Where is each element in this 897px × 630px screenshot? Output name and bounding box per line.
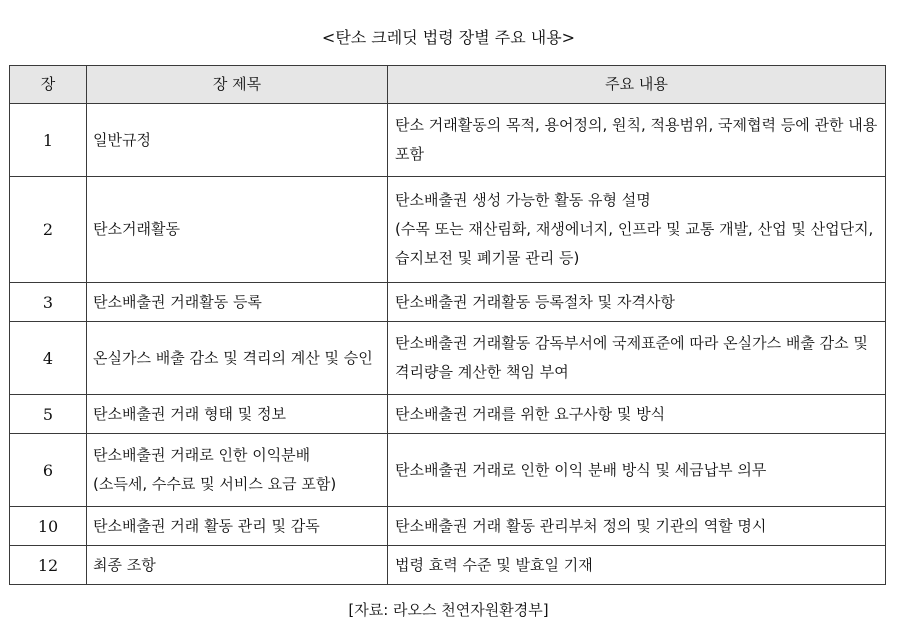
table-row (10, 322, 886, 395)
chapter-title-line: 탄소배출권 거래 형태 및 정보 (93, 404, 286, 423)
chapter-title-line: 온실가스 배출 감소 및 격리의 계산 및 승인 (93, 348, 373, 367)
table-row (10, 546, 886, 585)
chapter-content (388, 395, 886, 434)
table-row (10, 507, 886, 546)
source-caption: [자료: 라오스 천연자원환경부] (348, 601, 549, 619)
chapter-content-line: 탄소배출권 거래활동 감독부서에 국제표준에 따라 온실가스 배출 감소 및 격리량을 계산한 책임 부여 (395, 334, 868, 381)
chapter-title (87, 395, 388, 434)
table-row (10, 177, 886, 283)
header-chapter-title: 장 제목 (87, 66, 388, 104)
chapter-number: 2 (10, 177, 87, 283)
chapter-number: 5 (10, 395, 87, 434)
chapter-number: 12 (10, 546, 87, 585)
table-row (10, 283, 886, 322)
chapter-content (388, 434, 886, 507)
chapter-title (87, 283, 388, 322)
header-chapter: 장 (10, 66, 87, 104)
chapter-title (87, 322, 388, 395)
chapter-title-line: 탄소배출권 거래 활동 관리 및 감독 (93, 516, 320, 535)
chapter-title (87, 104, 388, 177)
chapter-number: 6 (10, 434, 87, 507)
chapter-title (87, 546, 388, 585)
chapter-content (388, 283, 886, 322)
chapter-content-line: 탄소배출권 거래 활동 관리부처 정의 및 기관의 역할 명시 (395, 516, 767, 535)
chapter-content (388, 322, 886, 395)
page-title: <탄소 크레딧 법령 장별 주요 내용> (321, 28, 576, 47)
chapter-number: 4 (10, 322, 87, 395)
chapter-content-line: 법령 효력 수준 및 발효일 기재 (395, 555, 593, 574)
chapter-content (388, 177, 886, 283)
chapter-title (87, 434, 388, 507)
chapter-title-line: 탄소배출권 거래활동 등록 (93, 292, 262, 311)
table-row (10, 104, 886, 177)
table-row (10, 434, 886, 507)
chapter-title-line: (소득세, 수수료 및 서비스 요금 포함) (93, 475, 337, 493)
chapter-content-line: 탄소배출권 거래를 위한 요구사항 및 방식 (395, 404, 666, 423)
chapter-content (388, 546, 886, 585)
chapter-content-line: 탄소배출권 거래활동 등록절차 및 자격사항 (395, 292, 675, 311)
chapter-title-line: 탄소거래활동 (93, 220, 180, 238)
chapter-title (87, 507, 388, 546)
chapter-title-line: 탄소배출권 거래로 인한 이익분배 (93, 446, 311, 464)
chapter-number: 10 (10, 507, 87, 546)
chapter-number: 3 (10, 283, 87, 322)
chapter-content-line: 탄소배출권 거래로 인한 이익 분배 방식 및 세금납부 의무 (395, 460, 767, 479)
chapter-content (388, 104, 886, 177)
chapter-table (9, 65, 886, 585)
table-row (10, 395, 886, 434)
chapter-content (388, 507, 886, 546)
header-main-content: 주요 내용 (388, 66, 886, 104)
chapter-content-line: (수목 또는 재산림화, 재생에너지, 인프라 및 교통 개발, 산업 및 산업단지, 습지보전 및 폐기물 관리 등) (395, 220, 874, 267)
chapter-content-line: 탄소배출권 생성 가능한 활동 유형 설명 (395, 191, 651, 209)
chapter-number: 1 (10, 104, 87, 177)
table-header-row (10, 66, 886, 104)
chapter-title-line: 일반규정 (93, 130, 151, 149)
chapter-title-line: 최종 조항 (93, 555, 156, 574)
chapter-title (87, 177, 388, 283)
chapter-content-line: 탄소 거래활동의 목적, 용어정의, 원칙, 적용범위, 국제협력 등에 관한 내용 포함 (395, 116, 878, 163)
